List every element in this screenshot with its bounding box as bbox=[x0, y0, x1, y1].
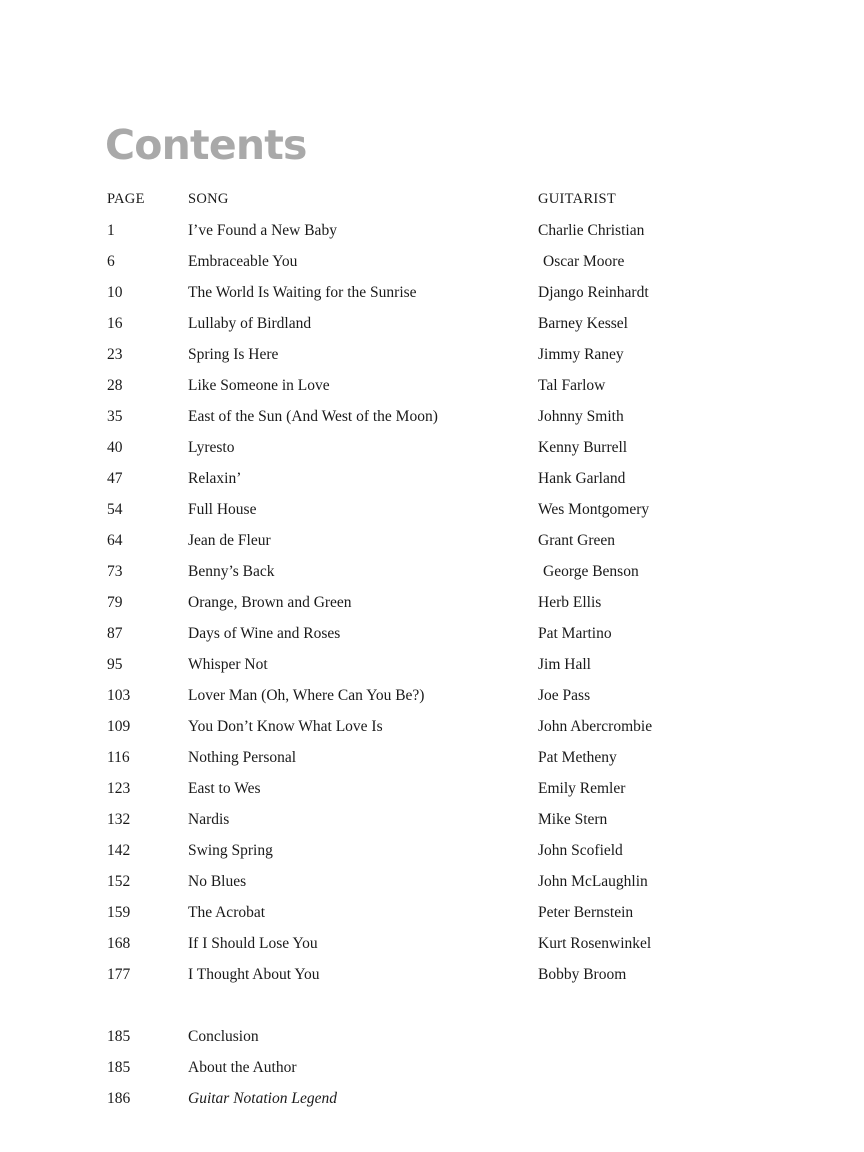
cell-song-title: Days of Wine and Roses bbox=[188, 625, 341, 642]
table-row[interactable] bbox=[107, 711, 807, 742]
table-row[interactable] bbox=[107, 277, 807, 308]
cell-song-title: You Don’t Know What Love Is bbox=[188, 718, 383, 735]
cell-page-number: 10 bbox=[107, 284, 123, 301]
cell-page-number: 168 bbox=[107, 935, 131, 952]
table-row[interactable] bbox=[107, 339, 807, 370]
cell-song-title: Lyresto bbox=[188, 439, 235, 456]
cell-page-number: 159 bbox=[107, 904, 131, 921]
cell-song-title: Nardis bbox=[188, 811, 230, 828]
cell-guitarist-name: Jim Hall bbox=[538, 656, 591, 673]
cell-guitarist-name: Django Reinhardt bbox=[538, 284, 649, 301]
cell-song-title: East of the Sun (And West of the Moon) bbox=[188, 408, 438, 425]
cell-page-number: 142 bbox=[107, 842, 131, 859]
back-matter-row[interactable] bbox=[107, 1083, 807, 1114]
cell-song-title: Like Someone in Love bbox=[188, 377, 330, 394]
cell-guitarist-name: Kurt Rosenwinkel bbox=[538, 935, 652, 952]
table-row[interactable] bbox=[107, 742, 807, 773]
table-row[interactable] bbox=[107, 556, 807, 587]
cell-song-title: Full House bbox=[188, 501, 257, 518]
cell-page-number: 116 bbox=[107, 749, 130, 766]
cell-guitarist-name: George Benson bbox=[543, 563, 639, 580]
cell-song-title: Benny’s Back bbox=[188, 563, 275, 580]
cell-song-title: Conclusion bbox=[188, 1028, 259, 1045]
cell-guitarist-name: Wes Montgomery bbox=[538, 501, 650, 518]
cell-page-number: 186 bbox=[107, 1090, 131, 1107]
table-row[interactable] bbox=[107, 649, 807, 680]
cell-guitarist-name: Joe Pass bbox=[538, 687, 591, 704]
cell-song-title: Whisper Not bbox=[188, 656, 268, 673]
cell-guitarist-name: Pat Metheny bbox=[538, 749, 617, 766]
table-row[interactable] bbox=[107, 897, 807, 928]
cell-song-title: Relaxin’ bbox=[188, 470, 242, 487]
cell-guitarist-name: Oscar Moore bbox=[543, 253, 625, 270]
cell-song-title: Lullaby of Birdland bbox=[188, 315, 312, 332]
cell-page-number: 6 bbox=[107, 253, 115, 270]
cell-page-number: 87 bbox=[107, 625, 123, 642]
table-row[interactable] bbox=[107, 680, 807, 711]
cell-page-number: 40 bbox=[107, 439, 123, 456]
column-header-song: SONG bbox=[188, 191, 229, 207]
table-header-row bbox=[107, 184, 807, 215]
table-row[interactable] bbox=[107, 401, 807, 432]
table-of-contents bbox=[107, 184, 807, 1114]
cell-page-number: 64 bbox=[107, 532, 123, 549]
cell-page-number: 185 bbox=[107, 1059, 131, 1076]
cell-page-number: 47 bbox=[107, 470, 123, 487]
cell-guitarist-name: Grant Green bbox=[538, 532, 616, 549]
section-spacer bbox=[107, 990, 807, 1021]
table-row[interactable] bbox=[107, 835, 807, 866]
cell-page-number: 123 bbox=[107, 780, 131, 797]
cell-song-title: Orange, Brown and Green bbox=[188, 594, 352, 611]
cell-guitarist-name: John Scofield bbox=[538, 842, 623, 859]
table-row[interactable] bbox=[107, 866, 807, 897]
cell-page-number: 35 bbox=[107, 408, 123, 425]
page-title: Contents bbox=[105, 121, 307, 170]
cell-page-number: 73 bbox=[107, 563, 123, 580]
table-row[interactable] bbox=[107, 246, 807, 277]
cell-song-title: I Thought About You bbox=[188, 966, 320, 983]
cell-song-title: Swing Spring bbox=[188, 842, 273, 859]
cell-guitarist-name: Herb Ellis bbox=[538, 594, 602, 611]
cell-page-number: 54 bbox=[107, 501, 123, 518]
cell-song-title: Embraceable You bbox=[188, 253, 298, 270]
cell-page-number: 132 bbox=[107, 811, 131, 828]
cell-page-number: 16 bbox=[107, 315, 123, 332]
cell-guitarist-name: Charlie Christian bbox=[538, 222, 645, 239]
cell-guitarist-name: Tal Farlow bbox=[538, 377, 606, 394]
cell-guitarist-name: Kenny Burrell bbox=[538, 439, 628, 456]
cell-song-title: Guitar Notation Legend bbox=[188, 1090, 337, 1107]
cell-page-number: 177 bbox=[107, 966, 131, 983]
cell-guitarist-name: Bobby Broom bbox=[538, 966, 627, 983]
cell-song-title: No Blues bbox=[188, 873, 247, 890]
cell-page-number: 28 bbox=[107, 377, 123, 394]
cell-page-number: 23 bbox=[107, 346, 123, 363]
back-matter-section bbox=[107, 1021, 807, 1114]
cell-guitarist-name: Peter Bernstein bbox=[538, 904, 634, 921]
table-row[interactable] bbox=[107, 959, 807, 990]
cell-guitarist-name: Pat Martino bbox=[538, 625, 612, 642]
cell-page-number: 152 bbox=[107, 873, 131, 890]
cell-page-number: 185 bbox=[107, 1028, 131, 1045]
cell-song-title: Jean de Fleur bbox=[188, 532, 271, 549]
table-row[interactable] bbox=[107, 525, 807, 556]
cell-song-title: If I Should Lose You bbox=[188, 935, 318, 952]
cell-guitarist-name: John Abercrombie bbox=[538, 718, 653, 735]
column-header-page: PAGE bbox=[107, 191, 145, 207]
cell-song-title: Lover Man (Oh, Where Can You Be?) bbox=[188, 687, 425, 704]
cell-guitarist-name: Hank Garland bbox=[538, 470, 626, 487]
table-row[interactable] bbox=[107, 432, 807, 463]
table-row[interactable] bbox=[107, 370, 807, 401]
cell-page-number: 1 bbox=[107, 222, 115, 239]
table-row[interactable] bbox=[107, 773, 807, 804]
cell-page-number: 95 bbox=[107, 656, 123, 673]
cell-page-number: 103 bbox=[107, 687, 131, 704]
table-row[interactable] bbox=[107, 494, 807, 525]
table-row[interactable] bbox=[107, 215, 807, 246]
table-row[interactable] bbox=[107, 308, 807, 339]
table-row[interactable] bbox=[107, 587, 807, 618]
cell-page-number: 79 bbox=[107, 594, 123, 611]
cell-song-title: East to Wes bbox=[188, 780, 261, 797]
table-row[interactable] bbox=[107, 804, 807, 835]
cell-song-title: The World Is Waiting for the Sunrise bbox=[188, 284, 417, 301]
back-matter-row[interactable] bbox=[107, 1052, 807, 1083]
cell-guitarist-name: John McLaughlin bbox=[538, 873, 648, 890]
table-row[interactable] bbox=[107, 618, 807, 649]
column-header-guitarist: GUITARIST bbox=[538, 191, 617, 207]
cell-song-title: Nothing Personal bbox=[188, 749, 297, 766]
cell-song-title: I’ve Found a New Baby bbox=[188, 222, 337, 239]
table-row[interactable] bbox=[107, 463, 807, 494]
cell-guitarist-name: Barney Kessel bbox=[538, 315, 628, 332]
cell-song-title: Spring Is Here bbox=[188, 346, 279, 363]
cell-guitarist-name: Emily Remler bbox=[538, 780, 626, 797]
table-row[interactable] bbox=[107, 928, 807, 959]
table-body bbox=[107, 215, 807, 990]
cell-song-title: The Acrobat bbox=[188, 904, 266, 921]
cell-guitarist-name: Mike Stern bbox=[538, 811, 608, 828]
cell-page-number: 109 bbox=[107, 718, 131, 735]
cell-song-title: About the Author bbox=[188, 1059, 297, 1076]
cell-guitarist-name: Johnny Smith bbox=[538, 408, 624, 425]
back-matter-row[interactable] bbox=[107, 1021, 807, 1052]
cell-guitarist-name: Jimmy Raney bbox=[538, 346, 624, 363]
